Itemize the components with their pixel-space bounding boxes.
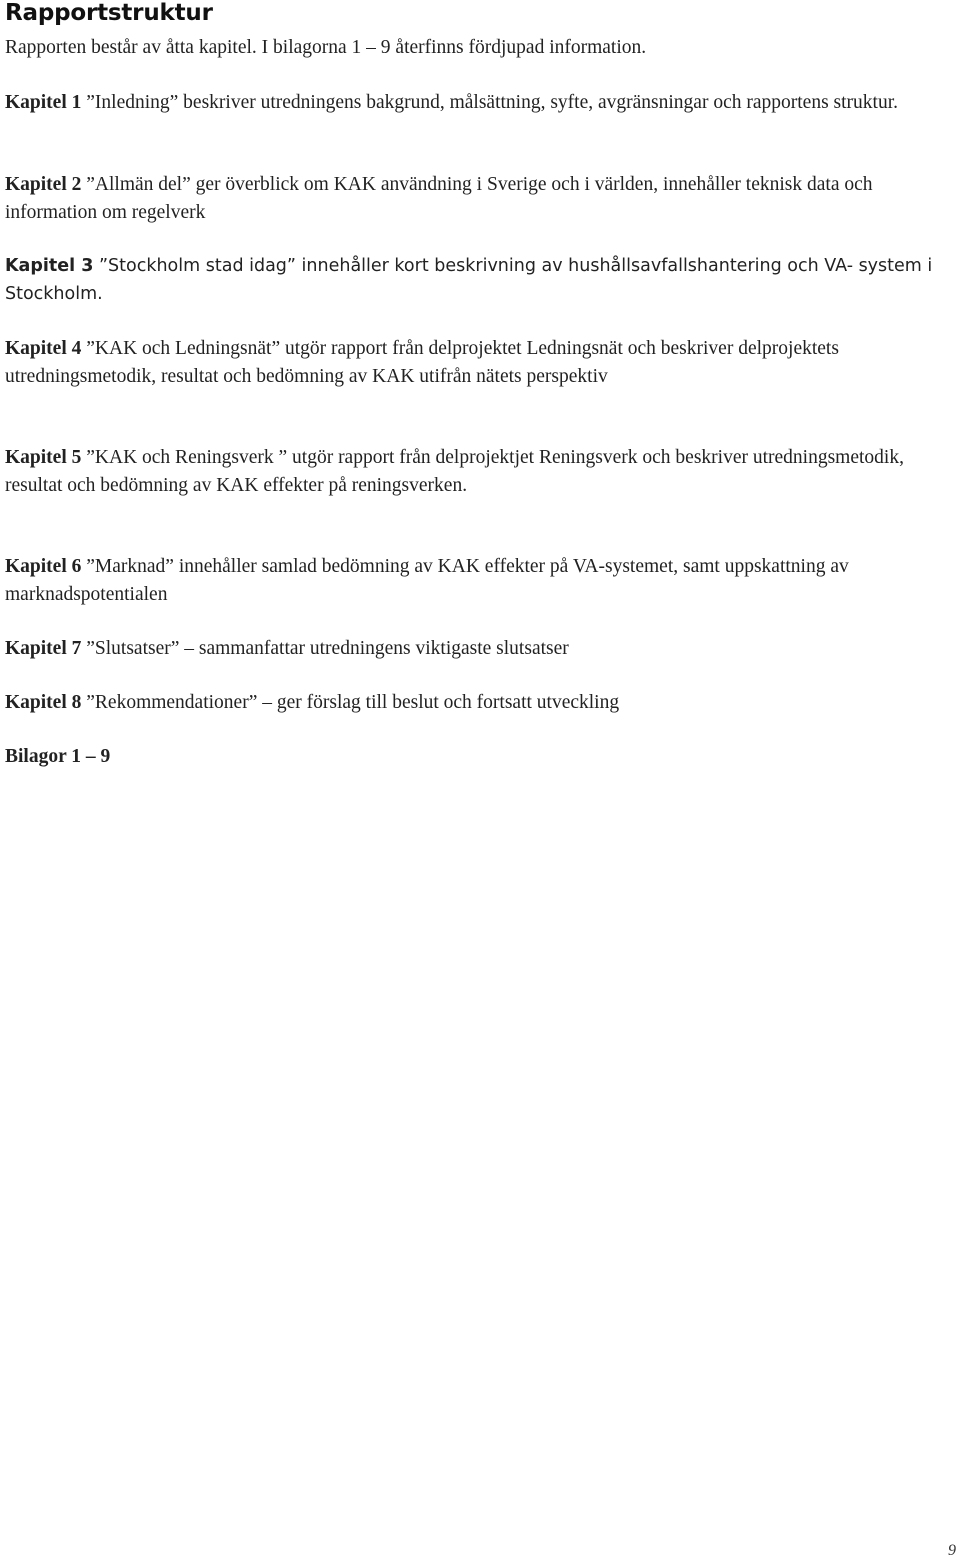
chapter-heading: Kapitel 7 bbox=[5, 638, 82, 659]
chapter-heading: Kapitel 2 bbox=[5, 174, 82, 195]
appendix-paragraph bbox=[5, 743, 110, 771]
chapter-description: ”KAK och Ledningsnät” utgör rapport från delprojektet Ledningsnät och beskriver delprojektets utredningsmetodik, resultat och bedömning av KAK utifrån nätets perspektiv bbox=[5, 338, 839, 387]
chapter-heading: Kapitel 1 bbox=[5, 92, 82, 113]
chapter-7-paragraph bbox=[5, 635, 569, 663]
chapter-description: ”Stockholm stad idag” innehåller kort beskrivning av hushållsavfallshantering och VA- system i Stockholm. bbox=[5, 256, 933, 304]
appendix-heading: Bilagor 1 – 9 bbox=[5, 746, 111, 767]
chapter-heading: Kapitel 5 bbox=[5, 447, 82, 468]
chapter-2-paragraph bbox=[5, 171, 950, 226]
page-number: 9 bbox=[948, 1542, 956, 1559]
intro-paragraph: Rapporten består av åtta kapitel. I bilagorna 1 – 9 återfinns fördjupad information. bbox=[5, 37, 647, 58]
chapter-5-paragraph bbox=[5, 444, 950, 499]
chapter-1-paragraph bbox=[5, 89, 898, 117]
chapter-heading: Kapitel 6 bbox=[5, 556, 82, 577]
chapter-description: ”KAK och Reningsverk ” utgör rapport från delprojektjet Reningsverk och beskriver utredningsmetodik, resultat och bedömning av KAK effekter på reningsverken. bbox=[5, 447, 904, 496]
chapter-description: ”Marknad” innehåller samlad bedömning av KAK effekter på VA-systemet, samt uppskattning av marknadspotentialen bbox=[5, 556, 849, 605]
chapter-description: ”Slutsatser” – sammanfattar utredningens viktigaste slutsatser bbox=[81, 638, 569, 659]
chapter-heading: Kapitel 8 bbox=[5, 692, 82, 713]
chapter-heading: Kapitel 3 bbox=[5, 256, 94, 276]
chapter-4-paragraph bbox=[5, 335, 950, 390]
chapter-3-paragraph bbox=[5, 253, 950, 308]
chapter-8-paragraph bbox=[5, 689, 619, 717]
page-title: Rapportstruktur bbox=[5, 0, 213, 26]
chapter-heading: Kapitel 4 bbox=[5, 338, 82, 359]
chapter-description: ”Rekommendationer” – ger förslag till beslut och fortsatt utveckling bbox=[81, 692, 620, 713]
chapter-description: ”Inledning” beskriver utredningens bakgrund, målsättning, syfte, avgränsningar och rapportens struktur. bbox=[81, 92, 898, 113]
chapter-6-paragraph bbox=[5, 553, 950, 608]
chapter-description: ”Allmän del” ger överblick om KAK användning i Sverige och i världen, innehåller teknisk data och information om regelverk bbox=[5, 174, 873, 223]
